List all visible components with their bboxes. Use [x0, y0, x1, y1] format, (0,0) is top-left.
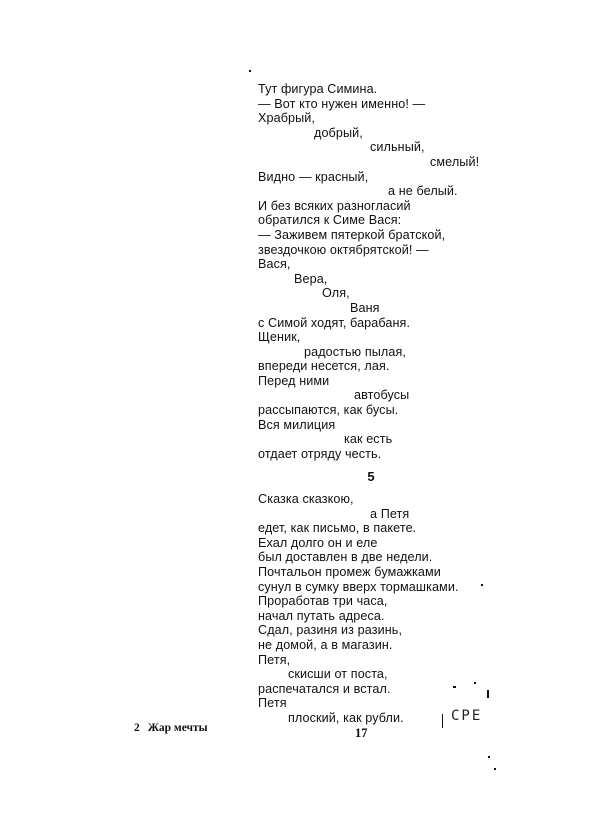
poem-line: обратился к Симе Вася: — [258, 213, 402, 228]
poem-line: Видно — красный, — [258, 169, 369, 184]
poem-line: Тут фигура Симина. — [258, 82, 378, 96]
poem-line: Вера, — [294, 271, 328, 286]
poem-line: Петя — [258, 696, 287, 711]
scan-speck — [249, 70, 251, 72]
library-stamp: CPE — [451, 708, 483, 724]
poem-line: радостью пылая, — [304, 344, 406, 359]
poem-line: добрый, — [314, 125, 363, 140]
poem-line: не домой, а в магазин. — [258, 637, 393, 652]
chapter-number: 5 — [367, 469, 375, 485]
poem-line: отдает отряду честь. — [258, 446, 382, 461]
poem-line: Храбрый, — [258, 111, 316, 126]
poem-block — [258, 82, 494, 726]
scan-speck — [442, 714, 443, 728]
poem-line: Вася, — [258, 257, 291, 272]
scan-speck — [481, 584, 483, 586]
poem-line: с Симой ходят, барабаня. — [258, 315, 411, 330]
page-number: 17 — [355, 726, 368, 740]
scan-speck — [488, 756, 490, 758]
poem-line: распечатался и встал. — [258, 681, 391, 696]
poem-line: а Петя — [370, 506, 410, 521]
poem-line: звездочкою октябрятской! — — [258, 242, 429, 257]
scan-speck — [453, 686, 456, 688]
signature-number: 2 — [134, 722, 140, 734]
poem-line: — Заживем пятеркой братской, — [258, 227, 446, 242]
poem-line: начал путать адреса. — [258, 608, 385, 623]
poem-line: Петя, — [258, 652, 291, 667]
poem-line: сунул в сумку вверх тормашками. — [258, 579, 459, 594]
poem-line: сильный, — [370, 140, 425, 155]
poem-line: Сказка сказкою, — [258, 492, 354, 507]
poem-line: Перед ними — [258, 373, 330, 388]
poem-line: скисши от поста, — [288, 667, 388, 682]
scan-speck — [494, 768, 496, 770]
scan-speck — [474, 682, 476, 684]
poem-line: Проработав три часа, — [258, 594, 388, 609]
poem-line: Вся милиция — [258, 417, 336, 432]
poem-line: Почтальон промеж бумажками — [258, 565, 441, 579]
poem-line: И без всяких разногласий — [258, 198, 411, 213]
poem-line: а не белый. — [388, 184, 458, 199]
poem-line: как есть — [344, 432, 393, 447]
signature-title: Жар мечты — [147, 722, 208, 734]
signature-mark — [134, 722, 208, 734]
poem-line: был доставлен в две недели. — [258, 550, 433, 565]
poem-line: смелый! — [430, 154, 480, 169]
poem-line: Ехал долго он и еле — [258, 535, 378, 550]
poem-line: автобусы — [354, 388, 410, 403]
poem-line: Ваня — [350, 300, 380, 315]
poem-line: впереди несется, лая. — [258, 359, 390, 374]
poem-line: Щеник, — [258, 330, 301, 345]
poem-line: едет, как письмо, в пакете. — [258, 521, 417, 536]
poem-line: Сдал, разиня из разинь, — [258, 623, 403, 638]
poem-line: Оля, — [322, 286, 350, 301]
poem-line: плоский, как рубли. — [288, 710, 404, 725]
poem-line: рассыпаются, как бусы. — [258, 403, 399, 418]
scan-speck — [487, 690, 489, 698]
poem-line: — Вот кто нужен именно! — — [258, 96, 426, 111]
